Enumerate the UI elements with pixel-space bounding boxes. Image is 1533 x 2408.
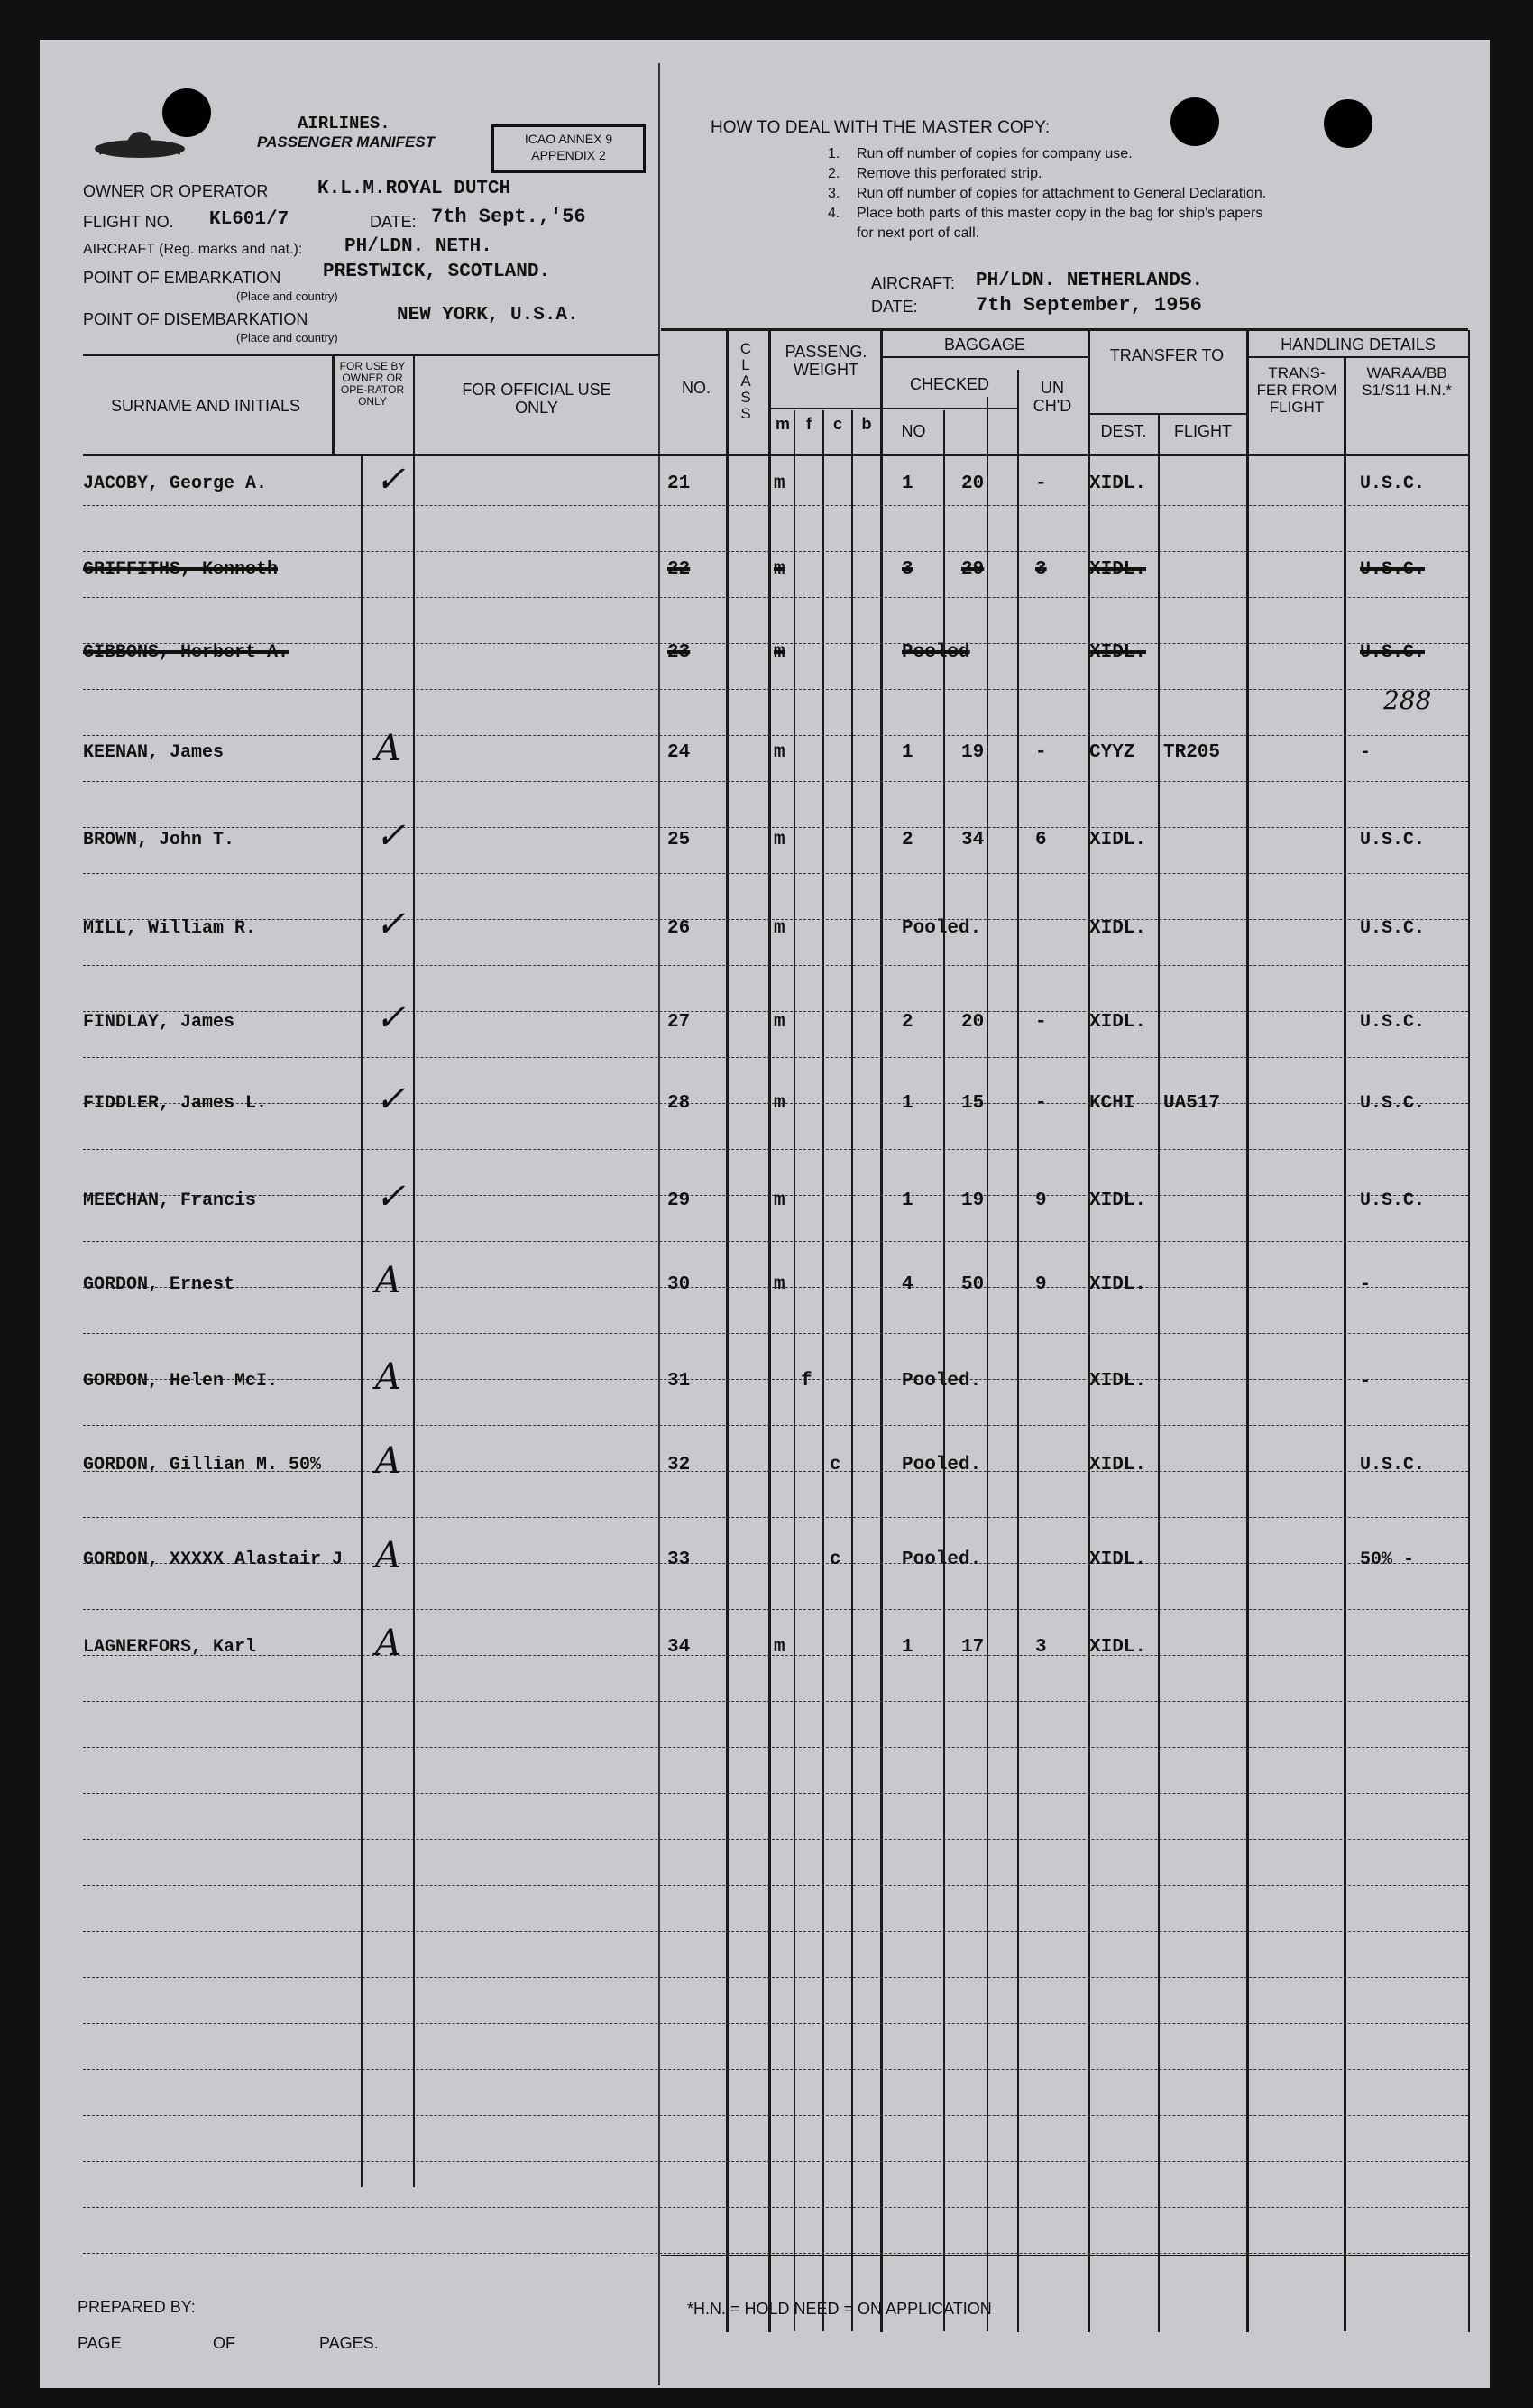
cell-m: m [774,1190,785,1211]
cell-mark: A [375,728,401,769]
instruction-item: 3. Run off number of copies for attachment to General Declaration. [828,186,1267,201]
cell-handling: U.S.C. [1360,1012,1426,1033]
col-header-bag-no: NO [901,422,926,440]
cell-bag-no: 2 [902,1012,913,1033]
cell-mark: A [375,1622,401,1664]
cell-handling: U.S.C. [1360,1093,1426,1114]
cell-c: c [830,1455,841,1475]
cell-m: m [774,642,785,663]
cell-handling: 50% - [1360,1549,1415,1570]
row-rule [83,1977,1468,1978]
cell-dest: XIDL. [1089,1190,1147,1211]
cell-handling: U.S.C. [1360,642,1426,663]
cell-name: BROWN, John T. [83,830,235,850]
cell-no: 31 [667,1371,691,1392]
instr-aircraft-value: PH/LDN. NETHERLANDS. [976,271,1204,291]
cell-name: GORDON, Gillian M. 50% [83,1455,322,1475]
cell-name: KEENAN, James [83,742,225,763]
instr-date-label: DATE: [871,298,918,316]
cell-dest: CYYZ [1089,742,1135,763]
cell-c: c [830,1549,841,1570]
cell-no: 32 [667,1455,691,1475]
cell-handling: - [1360,1371,1372,1392]
cell-bag-no: 1 [902,1190,913,1211]
cell-mark: ✓ [375,1176,406,1218]
cell-unchd: 9 [1035,1274,1047,1295]
col-header-flight: FLIGHT [1173,422,1232,440]
flight-label: FLIGHT NO. [83,213,174,231]
cell-bag-no: 2 [902,830,913,850]
col-divider [822,410,824,2331]
date-value: 7th Sept.,'56 [431,206,586,228]
embark-label: POINT OF EMBARKATION [83,269,281,287]
col-header-dest: DEST. [1100,422,1147,440]
cell-m: m [774,918,785,939]
cell-dest: XIDL. [1089,918,1147,939]
col-divider [768,330,771,2332]
cell-kgs: 29 [961,559,985,580]
cell-unchd: - [1035,1093,1047,1114]
cell-unchd: 3 [1035,559,1047,580]
punch-hole-icon [1324,99,1372,148]
cell-unchd: - [1035,742,1047,763]
cell-flight: TR205 [1163,742,1221,763]
instruction-item: 2. Remove this perforated strip. [828,166,1042,181]
col-header-weight-c: c [832,415,842,433]
cell-no: 24 [667,742,691,763]
page-label: PAGE [78,2334,122,2352]
row-rule [83,1517,1468,1518]
punch-hole-icon [1170,97,1219,146]
cell-mark: A [375,1440,401,1482]
row-rule [83,1425,1468,1426]
row-rule [83,2115,1468,2116]
cell-kgs: 50 [961,1274,985,1295]
cell-mark: ✓ [375,1079,406,1120]
col-header-transfer-to: TRANSFER TO [1109,346,1225,364]
cell-dest: XIDL. [1089,830,1147,850]
col-header-transfer-from: TRANS-FER FROM FLIGHT [1256,364,1337,416]
owner-label: OWNER OR OPERATOR [83,182,269,200]
col-header-passeng-weight: PASSENG. WEIGHT [785,343,867,379]
cell-no: 34 [667,1637,691,1658]
cell-unchd: - [1035,473,1047,494]
cell-kgs: 19 [961,1190,985,1211]
cell-handling: U.S.C. [1360,473,1426,494]
row-rule [83,597,1468,598]
flight-value: KL601/7 [209,209,289,230]
col-header-baggage: BAGGAGE [943,335,1026,354]
col-header-handling: HANDLING DETAILS [1281,335,1436,354]
cell-mark: ✓ [375,997,406,1039]
cell-bag-no: Pooled. [902,1371,982,1392]
cell-unchd: 3 [1035,1637,1047,1658]
disembark-value: NEW YORK, U.S.A. [397,305,579,326]
cell-bag-no: Pooled. [902,1455,982,1475]
cell-unchd: 9 [1035,1190,1047,1211]
cell-name: GORDON, XXXXX Alastair J [83,1549,344,1570]
icao-annex: ICAO ANNEX 9 [524,132,613,146]
cell-name: GIBBONS, Herbert A. [83,642,289,663]
cell-handling: U.S.C. [1360,1190,1426,1211]
subheader-rule [1088,413,1246,415]
row-rule [83,827,1468,828]
icao-box [491,124,646,173]
cell-bag-no: Pooled [902,642,970,663]
cell-mark: A [375,1356,401,1398]
row-rule [83,1701,1468,1702]
owner-value: K.L.M.ROYAL DUTCH [317,179,511,199]
col-divider [413,356,415,2187]
cell-m: m [774,1637,785,1658]
row-rule [83,2161,1468,2162]
cell-m: m [774,1012,785,1033]
klm-logo-icon [90,126,189,171]
cell-no: 25 [667,830,691,850]
cell-name: MEECHAN, Francis [83,1190,257,1211]
instructions-list [828,144,1459,244]
hn-footnote: *H.N. = HOLD NEED = ON APPLICATION [687,2300,992,2318]
cell-handling: - [1360,1274,1372,1295]
cell-unchd: - [1035,1012,1047,1033]
col-header-checked: CHECKED [909,375,989,393]
col-divider [1246,330,1249,2332]
cell-mark: A [375,1535,401,1576]
embark-value: PRESTWICK, SCOTLAND. [323,262,551,282]
cell-bag-no: 1 [902,1093,913,1114]
col-header-class: CLASS [739,340,752,422]
row-rule [83,1057,1468,1058]
cell-handling: U.S.C. [1360,918,1426,939]
cell-mark: ✓ [375,904,406,945]
margin-note: 288 [1383,685,1432,715]
cell-m: m [774,742,785,763]
cell-kgs: 19 [961,742,985,763]
cell-bag-no: 3 [902,559,913,580]
col-divider [726,330,729,2332]
row-rule [83,505,1468,506]
row-rule [83,1379,1468,1380]
col-header-weight-b: b [861,415,872,433]
col-header-owner-use: FOR USE BY OWNER OR OPE-RATOR ONLY [339,360,406,408]
col-header-no: NO. [681,379,711,397]
col-divider [1158,415,1160,2332]
cell-m: m [774,473,785,494]
header-bottom-rule [83,454,1468,456]
cell-dest: XIDL. [1089,1549,1147,1570]
col-divider [1017,370,1019,2332]
cell-no: 23 [667,642,691,663]
cell-m: m [774,1274,785,1295]
subheader-rule [768,408,880,409]
col-divider [880,330,883,2332]
cell-name: MILL, William R. [83,918,257,939]
col-divider [987,397,988,2331]
row-rule [83,873,1468,874]
col-header-waraa: WARAA/BB S1/S11 H.N.* [1362,364,1452,399]
subheader-rule [880,408,1017,409]
row-rule [83,1149,1468,1150]
instructions-title: HOW TO DEAL WITH THE MASTER COPY: [711,118,1051,137]
aircraft-value: PH/LDN. NETH. [344,236,492,257]
row-rule [83,781,1468,782]
cell-dest: XIDL. [1089,1371,1147,1392]
cell-mark: ✓ [375,459,406,501]
cell-no: 27 [667,1012,691,1033]
cell-flight: UA517 [1163,1093,1221,1114]
cell-no: 21 [667,473,691,494]
instr-date-value: 7th September, 1956 [976,294,1202,317]
cell-dest: XIDL. [1089,642,1147,663]
row-rule [83,689,1468,690]
cell-m: m [774,830,785,850]
cell-dest: XIDL. [1089,473,1147,494]
col-divider [851,410,853,2331]
instruction-item: 4. Place both parts of this master copy in the bag for ship's papers [828,206,1263,221]
cell-f: f [801,1371,812,1392]
cell-dest: XIDL. [1089,559,1147,580]
airline-heading: AIRLINES. [298,114,390,133]
cell-bag-no: 1 [902,742,913,763]
col-divider [1344,356,1346,2331]
cell-bag-no: 1 [902,473,913,494]
row-rule [83,1609,1468,1610]
cell-dest: XIDL. [1089,1012,1147,1033]
cell-kgs: 34 [961,830,985,850]
cell-handling: U.S.C. [1360,830,1426,850]
cell-dest: XIDL. [1089,1274,1147,1295]
cell-dest: XIDL. [1089,1637,1147,1658]
cell-no: 28 [667,1093,691,1114]
cell-name: FINDLAY, James [83,1012,235,1033]
col-divider [1468,330,1470,2332]
row-rule [83,1333,1468,1334]
col-header-weight-f: f [806,415,812,433]
row-rule [83,1931,1468,1932]
col-header-unchd: UN CH'D [1033,379,1072,415]
row-rule [83,1885,1468,1886]
row-rule [83,2069,1468,2070]
col-divider [1088,330,1090,2332]
cell-no: 33 [667,1549,691,1570]
cell-mark: A [375,1260,401,1301]
row-rule [83,965,1468,966]
col-header-weight-m: m [775,415,790,433]
col-divider [361,455,363,2187]
cell-handling: - [1360,742,1372,763]
cell-no: 26 [667,918,691,939]
cell-no: 29 [667,1190,691,1211]
row-rule [83,1747,1468,1748]
cell-unchd: 6 [1035,830,1047,850]
table-top-rule [83,354,660,356]
instruction-item: for next port of call. [857,225,980,241]
cell-dest: KCHI [1089,1093,1135,1114]
cell-bag-no: Pooled. [902,1549,982,1570]
col-header-official-use: FOR OFFICIAL USE ONLY [462,381,611,417]
row-rule [83,551,1468,552]
col-header-surname: SURNAME AND INITIALS [110,397,301,415]
cell-name: GORDON, Helen McI. [83,1371,279,1392]
instr-aircraft-label: AIRCRAFT: [871,274,956,292]
place-country-hint: (Place and country) [236,290,338,303]
cell-bag-no: Pooled. [902,918,982,939]
of-label: OF [213,2334,235,2352]
cell-name: LAGNERFORS, Karl [83,1637,257,1658]
manifest-heading: PASSENGER MANIFEST [257,133,436,151]
cell-kgs: 20 [961,1012,985,1033]
cell-mark: ✓ [375,815,406,857]
prepared-by-label: PREPARED BY: [78,2298,196,2316]
pages-label: PAGES. [319,2334,379,2352]
cell-no: 30 [667,1274,691,1295]
instruction-item: 1. Run off number of copies for company use. [828,146,1133,161]
row-rule [83,2023,1468,2024]
cell-m: m [774,559,785,580]
row-rule [83,735,1468,736]
cell-handling: U.S.C. [1360,1455,1426,1475]
cell-dest: XIDL. [1089,1455,1147,1475]
disembark-label: POINT OF DISEMBARKATION [83,310,308,328]
row-rule [83,1793,1468,1794]
row-rule [83,1839,1468,1840]
table-top-rule [661,328,1468,331]
cell-bag-no: 1 [902,1637,913,1658]
row-rule [83,2253,1468,2254]
col-divider [794,410,795,2331]
aircraft-label: AIRCRAFT (Reg. marks and nat.): [83,242,303,257]
footer-rule [661,2255,1468,2256]
cell-m: m [774,1093,785,1114]
icao-appendix: APPENDIX 2 [531,148,606,162]
cell-bag-no: 4 [902,1274,913,1295]
cell-name: GORDON, Ernest [83,1274,235,1295]
subheader-rule [880,356,1088,358]
subheader-rule [1246,356,1468,358]
cell-name: GRIFFITHS, Kenneth [83,559,279,580]
cell-kgs: 20 [961,473,985,494]
cell-name: FIDDLER, James L. [83,1093,268,1114]
cell-handling: U.S.C. [1360,559,1426,580]
cell-no: 22 [667,559,691,580]
perforation-line [658,63,660,2385]
cell-kgs: 15 [961,1093,985,1114]
date-label: DATE: [370,213,417,231]
place-country-hint: (Place and country) [236,331,338,345]
row-rule [83,1241,1468,1242]
cell-kgs: 17 [961,1637,985,1658]
cell-name: JACOBY, George A. [83,473,268,494]
row-rule [83,2207,1468,2208]
